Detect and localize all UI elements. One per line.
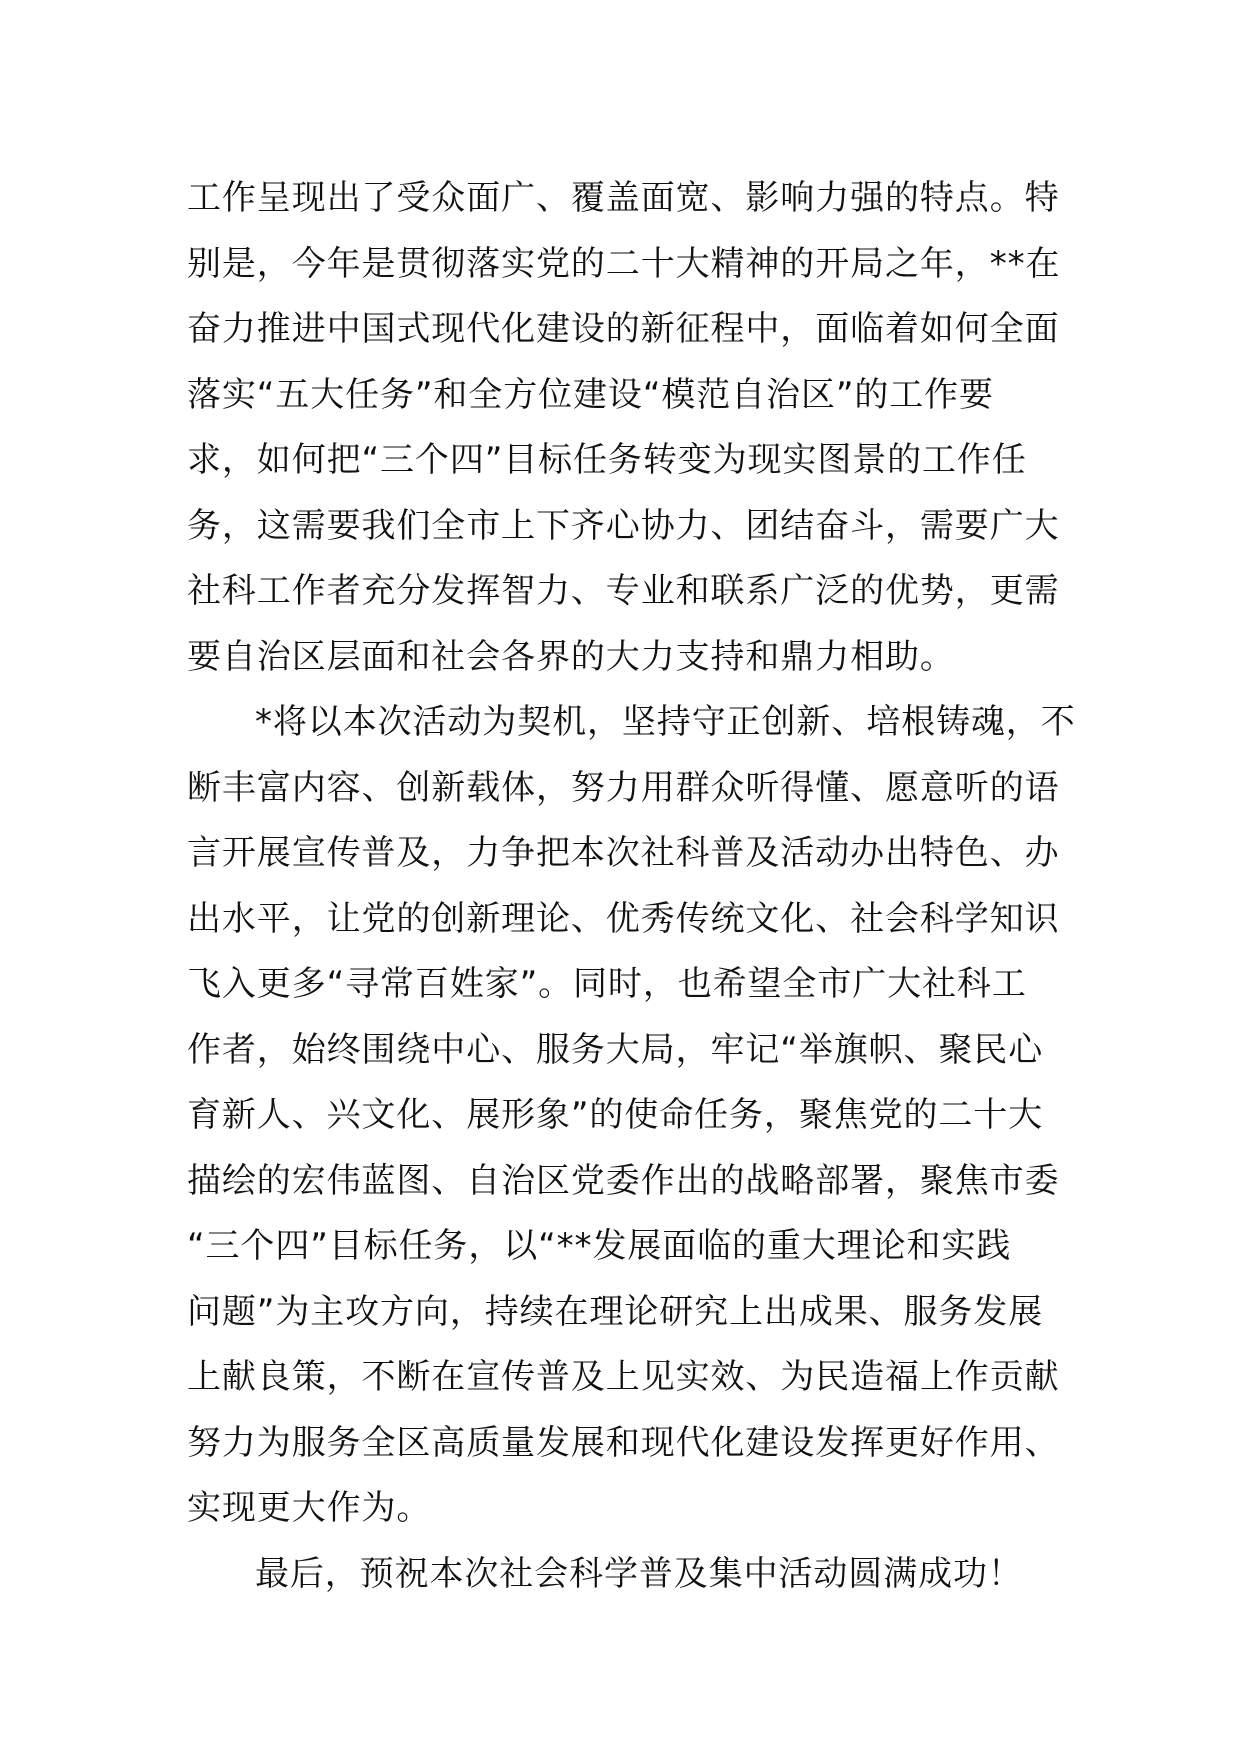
- text-line: 社科工作者充分发挥智力、专业和联系广泛的优势，更需: [187, 571, 1060, 611]
- closing-line: 最后，预祝本次社会科学普及集中活动圆满成功！: [255, 1553, 1023, 1594]
- text-line: 别是，今年是贯彻落实党的二十大精神的开局之年，**在: [187, 243, 1061, 284]
- text-line: 断丰富内容、创新载体，努力用群众听得懂、愿意听的语: [187, 767, 1060, 808]
- body-text: [187, 166, 1076, 1607]
- text-line: 作者，始终围绕中心、服务大局，牢记“举旗帜、聚民心: [187, 1029, 1044, 1070]
- text-line: 努力为服务全区高质量发展和现代化建设发挥更好作用、: [187, 1422, 1060, 1463]
- text-line: 求，如何把“三个四”目标任务转变为现实图景的工作任: [187, 440, 1027, 480]
- text-line: 实现更大作为。: [187, 1488, 432, 1528]
- text-line: 飞入更多“寻常百姓家”。同时，也希望全市广大社科工: [187, 964, 1027, 1004]
- text-line: 言开展宣传普及，力争把本次社科普及活动办出特色、办: [187, 833, 1060, 873]
- text-line: 问题”为主攻方向，持续在理论研究上出成果、服务发展: [187, 1291, 1044, 1332]
- text-line: 落实“五大任务”和全方位建设“模范自治区”的工作要: [187, 374, 994, 415]
- text-line: 上献良策，不断在宣传普及上见实效、为民造福上作贡献: [187, 1357, 1060, 1397]
- text-line: 要自治区层面和社会各界的大力支持和鼎力相助。: [187, 636, 955, 677]
- text-line: 出水平，让党的创新理论、优秀传统文化、社会科学知识: [187, 898, 1060, 939]
- text-line: 奋力推进中国式现代化建设的新征程中，面临着如何全面: [187, 309, 1060, 349]
- text-line: 描绘的宏伟蓝图、自治区党委作出的战略部署，聚焦市委: [187, 1160, 1060, 1201]
- text-line: *将以本次活动为契机，坚持守正创新、培根铸魂，不: [255, 702, 1076, 742]
- text-line: 育新人、兴文化、展形象”的使命任务，聚焦党的二十大: [187, 1095, 1044, 1135]
- text-line: 务，这需要我们全市上下齐心协力、团结奋斗，需要广大: [187, 505, 1060, 546]
- text-line: “三个四”目标任务，以“**发展面临的重大理论和实践: [187, 1226, 1012, 1266]
- text-line: 工作呈现出了受众面广、覆盖面宽、影响力强的特点。特: [187, 178, 1060, 218]
